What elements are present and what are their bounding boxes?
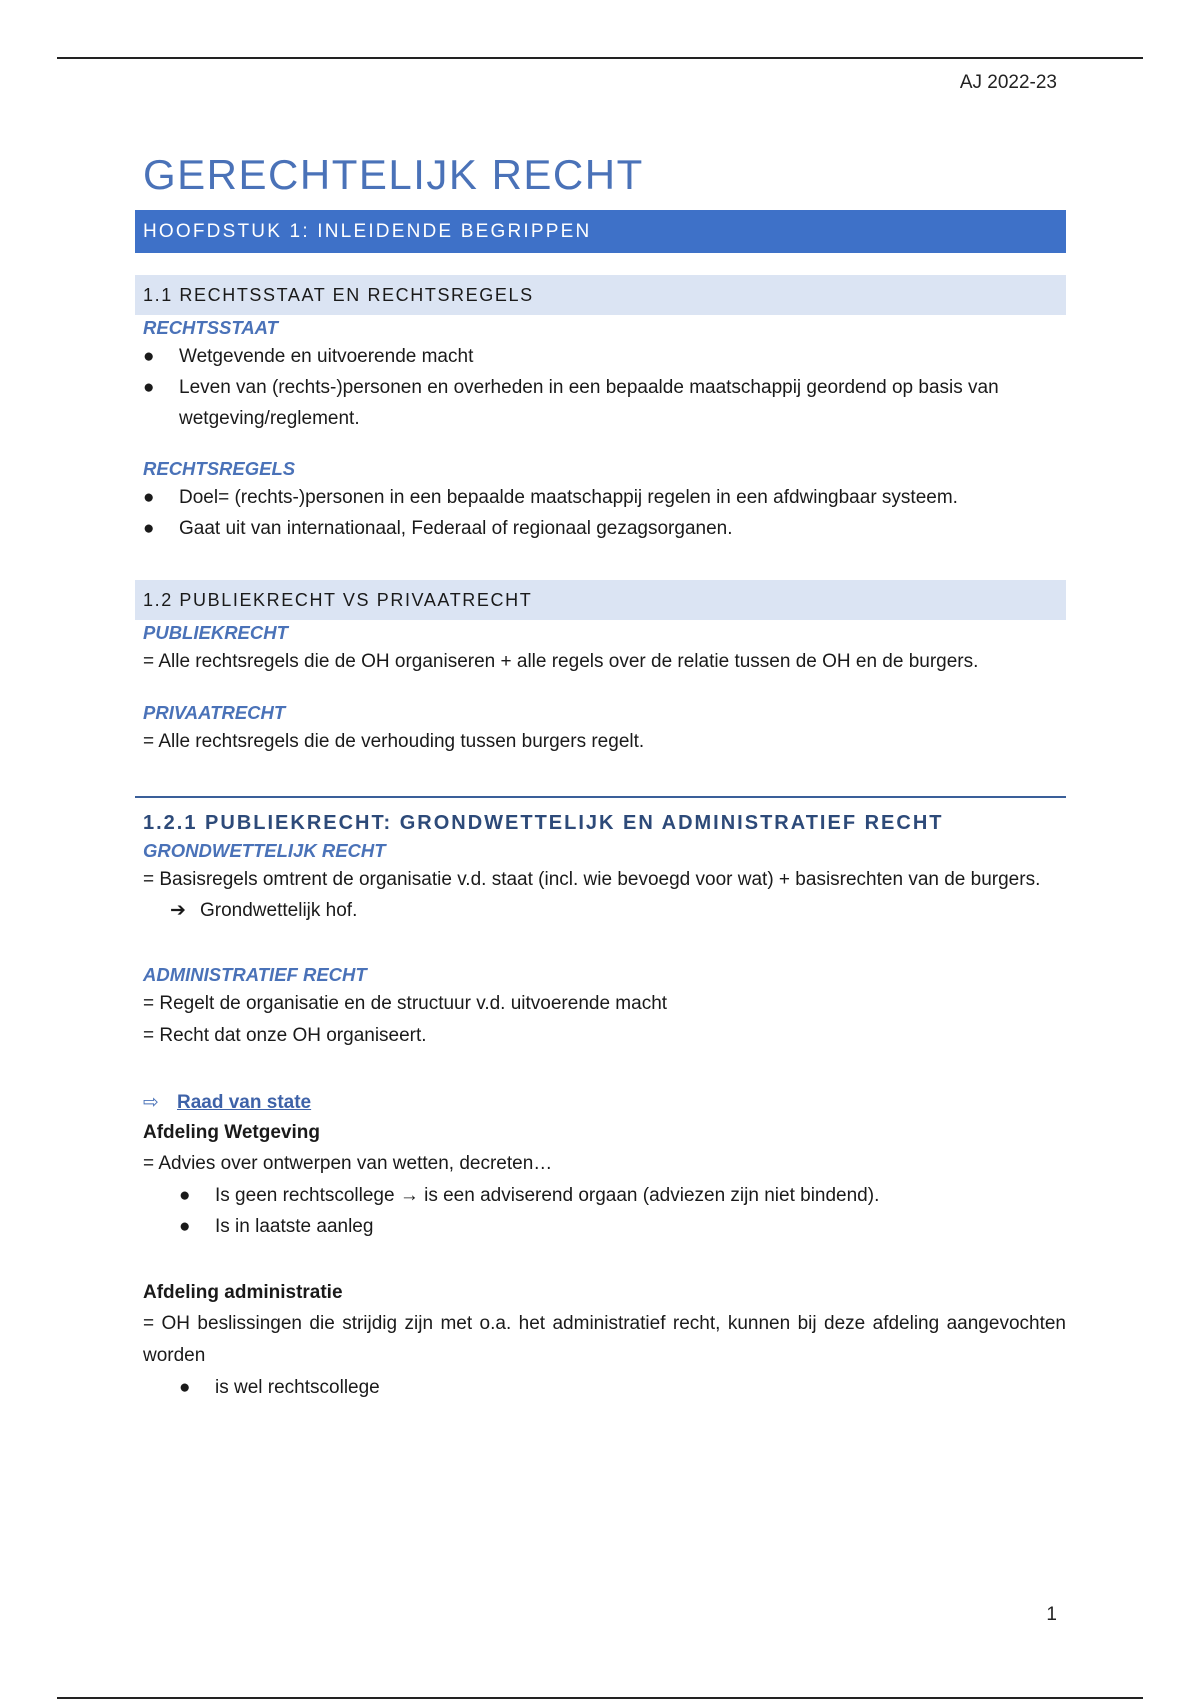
list-item: ● is wel rechtscollege <box>135 1372 1066 1403</box>
bullet-icon: ● <box>143 346 155 368</box>
administratief-line: = Recht dat onze OH organiseert. <box>143 1025 427 1047</box>
raad-van-state-link[interactable]: Raad van state <box>177 1092 312 1114</box>
section-heading-1-2-1: 1.2.1 PUBLIEKRECHT: GRONDWETTELIJK EN ADMINISTRATIEF RECHT <box>135 796 1066 838</box>
privaatrecht-definition: = Alle rechtsregels die de verhouding tussen burgers regelt. <box>143 731 645 753</box>
section-heading-1-1: 1.1 RECHTSSTAAT EN RECHTSREGELS <box>135 275 1066 315</box>
list-item: ● Doel= (rechts-)personen in een bepaalde maatschappij regelen in een afdwingbaar systeem. <box>135 482 1066 513</box>
outlined-arrow-icon: ⇨ <box>143 1092 159 1114</box>
page-top-rule <box>57 57 1143 59</box>
list-item: ● Leven van (rechts-)personen en overheden in een bepaalde maatschappij geordend op basis van wetgeving/reglement. <box>135 372 1066 434</box>
bullet-icon: ● <box>179 1185 191 1207</box>
bullet-icon: ● <box>143 518 155 540</box>
afdeling-wetgeving-text: = Advies over ontwerpen van wetten, decreten… <box>143 1153 553 1175</box>
subheading-grondwettelijk-recht: GRONDWETTELIJK RECHT <box>143 840 386 862</box>
page-number: 1 <box>1046 1604 1057 1625</box>
afdeling-wetgeving-heading: Afdeling Wetgeving <box>143 1122 320 1144</box>
afdeling-wetgeving-list <box>135 1180 1066 1242</box>
list-item: ● Is in laatste aanleg <box>135 1211 1066 1242</box>
document-body <box>135 138 1066 1403</box>
header-academic-year: AJ 2022-23 <box>959 72 1057 93</box>
subheading-rechtsregels: RECHTSREGELS <box>143 458 296 480</box>
afdeling-administratie-text: = OH beslissingen die strijdig zijn met o.a. het administratief recht, kunnen bij deze afdeling aangevochten worden <box>143 1313 1066 1367</box>
administratief-line: = Regelt de organisatie en de structuur v.d. uitvoerende macht <box>143 993 668 1015</box>
afdeling-administratie-heading: Afdeling administratie <box>143 1282 343 1304</box>
subheading-publiekrecht: PUBLIEKRECHT <box>143 622 288 644</box>
bullet-icon: ● <box>179 1377 191 1399</box>
rechtsregels-list <box>135 482 1066 544</box>
bullet-icon: ● <box>143 487 155 509</box>
afdeling-administratie-list <box>135 1372 1066 1403</box>
grondwettelijk-arrow-item: ➔ Grondwettelijk hof. <box>135 896 1066 926</box>
rechtsstaat-list <box>135 341 1066 434</box>
grondwettelijk-definition: = Basisregels omtrent de organisatie v.d. staat (incl. wie bevoegd voor wat) + basisrechten van de burgers. <box>143 869 1041 891</box>
list-item: ● Is geen rechtscollege → is een adviserend orgaan (adviezen zijn niet bindend). <box>135 1180 1066 1211</box>
subheading-privaatrecht: PRIVAATRECHT <box>143 702 286 724</box>
bullet-icon: ● <box>179 1216 191 1238</box>
subheading-administratief-recht: ADMINISTRATIEF RECHT <box>143 964 367 986</box>
document-title: GERECHTELIJK RECHT <box>143 151 644 198</box>
chapter-heading: HOOFDSTUK 1: INLEIDENDE BEGRIPPEN <box>135 210 1066 253</box>
raad-van-state-link-line <box>135 1088 1066 1118</box>
subheading-rechtsstaat: RECHTSSTAAT <box>143 317 278 339</box>
list-item: ● Gaat uit van internationaal, Federaal of regionaal gezagsorganen. <box>135 513 1066 544</box>
list-item: ● Wetgevende en uitvoerende macht <box>135 341 1066 372</box>
page-bottom-rule <box>57 1697 1143 1699</box>
publiekrecht-definition: = Alle rechtsregels die de OH organiseren + alle regels over de relatie tussen de OH en de burgers. <box>143 651 979 673</box>
bullet-icon: ● <box>143 377 155 399</box>
section-heading-1-2: 1.2 PUBLIEKRECHT VS PRIVAATRECHT <box>135 580 1066 620</box>
arrow-right-icon: ➔ <box>170 900 186 922</box>
